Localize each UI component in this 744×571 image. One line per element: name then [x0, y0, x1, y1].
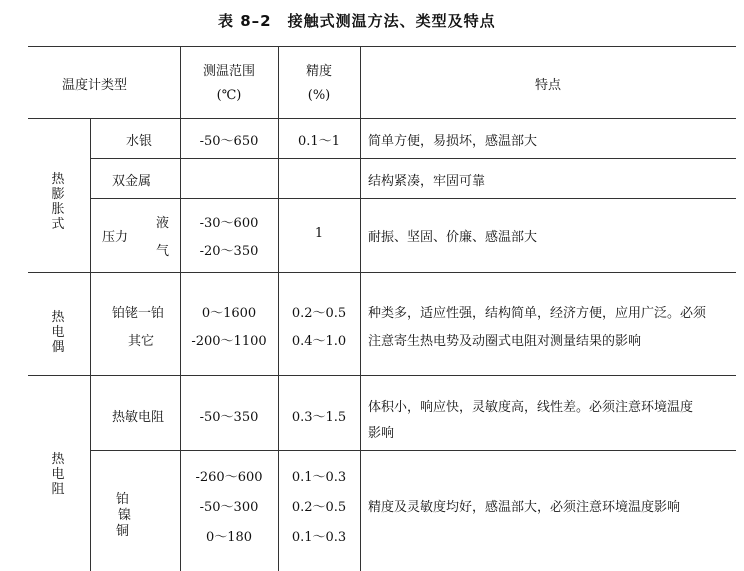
row-thermistor-precision: 0.3～1.5: [291, 410, 347, 425]
row-mercury-features: 简单方便，易损坏，感温部大: [368, 134, 538, 149]
row-pressure-name: 压力: [102, 230, 129, 245]
row-divider: [90, 198, 736, 199]
row-other-precision: 0.4～1.0: [291, 334, 347, 349]
header-range-unit: (℃): [216, 88, 242, 103]
header-type: 温度计类型: [62, 78, 128, 93]
row-pressure-liquid: 液: [156, 216, 170, 231]
page-title: 表 8–2 接触式测温方法、类型及特点: [218, 12, 496, 30]
row-pressure-features: 耐振、坚固、价廉、感温部大: [368, 230, 538, 245]
row-metal-pt: 铂: [116, 492, 130, 507]
row-metal-ni-precision: 0.2～0.5: [291, 500, 347, 515]
row-other-range: -200～1100: [191, 334, 267, 349]
row-ptrh-name: 铂铑一铂: [112, 306, 165, 321]
row-mercury-precision: 0.1～1: [298, 134, 340, 149]
column-rule: [360, 46, 361, 571]
group-divider: [28, 272, 736, 273]
header-range-label: 测温范围: [202, 64, 255, 79]
row-metal-features: 精度及灵敏度均好，感温部大，必须注意环境温度影响: [368, 500, 681, 515]
column-rule: [90, 118, 91, 571]
row-ptrh-range: 0～1600: [201, 306, 257, 321]
row-metal-cu-range: 0～180: [205, 530, 253, 545]
row-metal-ni-range: -50～300: [199, 500, 259, 515]
group-label-expansion: 热膨胀式: [51, 172, 65, 232]
group-label-thermocouple: 热电偶: [51, 310, 65, 355]
row-thermocouple-features-2: 注意寄生热电势及动圈式电阻对测量结果的影响: [368, 334, 642, 349]
group-label-resistance: 热电阻: [51, 452, 65, 497]
row-thermistor-name: 热敏电阻: [112, 410, 165, 425]
row-divider: [90, 158, 736, 159]
group-divider: [28, 375, 736, 376]
row-ptrh-precision: 0.2～0.5: [291, 306, 347, 321]
row-divider: [90, 450, 736, 451]
row-metal-cu: 铜: [116, 524, 130, 539]
header-precision-unit: (%): [307, 88, 331, 103]
row-thermocouple-features-1: 种类多，适应性强，结构简单，经济方便，应用广泛。必须: [368, 306, 707, 321]
row-thermistor-range: -50～350: [199, 410, 259, 425]
row-other-name: 其它: [128, 334, 155, 349]
header-rule: [28, 118, 736, 119]
row-metal-pt-precision: 0.1～0.3: [291, 470, 347, 485]
row-bimetal-name: 双金属: [112, 174, 152, 189]
row-thermistor-features-2: 影响: [368, 426, 395, 441]
row-mercury-name: 水银: [126, 134, 153, 149]
header-features: 特点: [534, 78, 561, 93]
row-pressure-gas: 气: [156, 244, 170, 259]
row-pressure-liquid-range: -30～600: [199, 216, 259, 231]
row-pressure-precision: 1: [314, 226, 324, 241]
row-mercury-range: -50～650: [199, 134, 259, 149]
row-bimetal-features: 结构紧凑，牢固可靠: [368, 174, 486, 189]
row-metal-cu-precision: 0.1～0.3: [291, 530, 347, 545]
row-pressure-gas-range: -20～350: [199, 244, 259, 259]
row-thermistor-features-1: 体积小，响应快，灵敏度高，线性差。必须注意环境温度: [368, 400, 694, 415]
row-metal-ni: 镍: [118, 508, 132, 523]
header-precision-label: 精度: [305, 64, 332, 79]
table-top-rule: [28, 46, 736, 47]
row-metal-pt-range: -260～600: [195, 470, 263, 485]
